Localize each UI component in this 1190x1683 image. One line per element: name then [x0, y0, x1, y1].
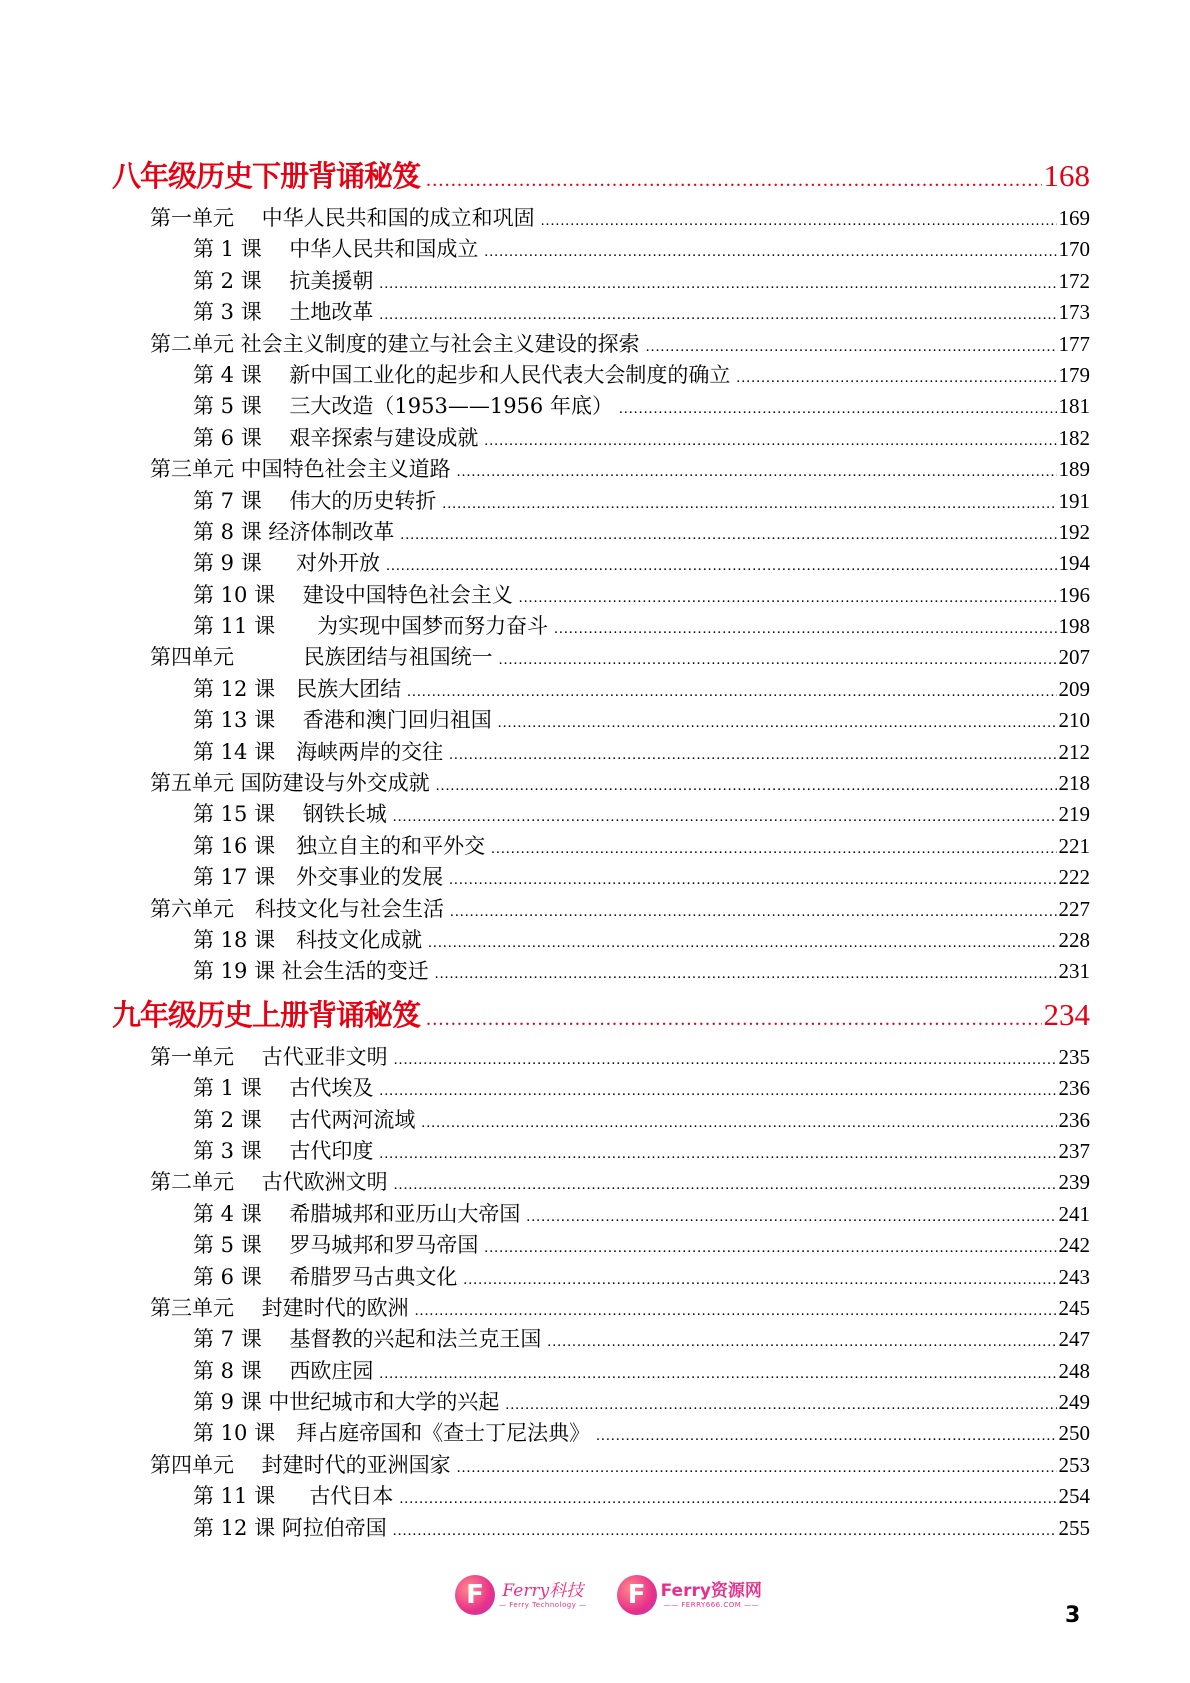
entry-page-number: 218 — [1058, 771, 1090, 796]
toc-unit-entry[interactable] — [112, 1449, 1090, 1480]
dot-leader — [379, 276, 1056, 293]
entry-page-number: 236 — [1058, 1076, 1090, 1101]
dot-leader — [463, 1272, 1056, 1289]
toc-lesson-entry[interactable] — [112, 1229, 1090, 1260]
entry-page-number: 248 — [1058, 1358, 1090, 1383]
toc-part-heading[interactable] — [112, 993, 1090, 1039]
toc-unit-entry[interactable] — [112, 893, 1090, 924]
entry-label: 第 3 课 古代印度 — [193, 1138, 374, 1163]
entry-label: 第一单元 中华人民共和国的成立和巩固 — [150, 206, 535, 230]
entry-label: 第二单元 古代欧洲文明 — [150, 1170, 388, 1195]
dot-leader — [547, 1334, 1056, 1351]
dot-leader — [449, 872, 1056, 889]
toc-part-heading[interactable] — [112, 154, 1090, 200]
entry-page-number: 170 — [1058, 237, 1090, 262]
entry-page-number: 169 — [1058, 206, 1090, 230]
entry-page-number: 231 — [1058, 959, 1090, 984]
dot-leader — [499, 652, 1057, 669]
dot-leader — [646, 339, 1057, 356]
dot-leader — [379, 1083, 1056, 1100]
entry-label: 第 8 课 西欧庄园 — [193, 1358, 374, 1383]
dot-leader — [491, 841, 1056, 858]
part-title: 九年级历史上册背诵秘笈 — [112, 997, 421, 1032]
entry-label: 第 14 课 海峡两岸的交往 — [193, 739, 444, 764]
part-page-number: 168 — [1043, 158, 1090, 193]
entry-label: 第 6 课 艰辛探索与建设成就 — [193, 425, 479, 450]
entry-page-number: 254 — [1058, 1484, 1090, 1509]
dot-leader — [394, 1177, 1057, 1194]
toc-lesson-entry[interactable] — [112, 704, 1090, 735]
dot-leader — [554, 621, 1056, 638]
toc-lesson-entry[interactable] — [112, 924, 1090, 955]
dot-leader — [519, 590, 1057, 607]
entry-page-number: 235 — [1058, 1044, 1090, 1069]
toc-lesson-entry[interactable] — [112, 798, 1090, 829]
toc-lesson-entry[interactable] — [112, 422, 1090, 453]
dot-leader — [505, 1397, 1056, 1414]
entry-label: 第 18 课 科技文化成就 — [193, 927, 423, 952]
entry-page-number: 212 — [1058, 739, 1090, 764]
toc-lesson-entry[interactable] — [112, 1072, 1090, 1103]
toc-unit-entry[interactable] — [112, 1166, 1090, 1197]
toc-unit-entry[interactable] — [112, 767, 1090, 798]
entry-page-number: 242 — [1058, 1233, 1090, 1258]
entry-label: 第 2 课 抗美援朝 — [193, 268, 374, 293]
toc-lesson-entry[interactable] — [112, 955, 1090, 986]
toc-lesson-entry[interactable] — [112, 1417, 1090, 1448]
entry-page-number: 255 — [1058, 1515, 1090, 1540]
entry-label: 第 7 课 伟大的历史转折 — [193, 488, 437, 513]
dot-leader — [484, 1240, 1056, 1257]
entry-page-number: 247 — [1058, 1327, 1090, 1352]
dot-leader — [736, 370, 1056, 387]
toc-unit-entry[interactable] — [112, 1292, 1090, 1323]
entry-page-number: 249 — [1058, 1390, 1090, 1415]
toc-unit-entry[interactable] — [112, 453, 1090, 484]
dot-leader — [426, 169, 1041, 192]
entry-label: 第 11 课 为实现中国梦而努力奋斗 — [193, 614, 549, 639]
toc-lesson-entry[interactable] — [112, 736, 1090, 767]
toc-lesson-entry[interactable] — [112, 1323, 1090, 1354]
ferry-technology-logo — [455, 1575, 587, 1615]
entry-label: 第 4 课 新中国工业化的起步和人民代表大会制度的确立 — [193, 362, 731, 387]
dot-leader — [484, 244, 1056, 261]
toc-lesson-entry[interactable] — [112, 485, 1090, 516]
dot-leader — [415, 1303, 1057, 1320]
entry-label: 第四单元 封建时代的亚洲国家 — [150, 1452, 451, 1477]
footer-logos — [455, 1575, 762, 1615]
entry-label: 第 3 课 土地改革 — [193, 300, 374, 325]
entry-page-number: 181 — [1058, 394, 1090, 419]
entry-label: 第 5 课 三大改造（1953——1956 年底） — [193, 394, 613, 419]
entry-label: 第五单元 国防建设与外交成就 — [150, 771, 430, 796]
dot-leader — [394, 1052, 1057, 1069]
entry-label: 第 1 课 古代埃及 — [193, 1076, 374, 1101]
entry-page-number: 221 — [1058, 833, 1090, 858]
toc-unit-entry[interactable] — [112, 202, 1090, 233]
entry-page-number: 241 — [1058, 1201, 1090, 1226]
logo-sub-text: — Ferry Technology — — [499, 1601, 587, 1609]
toc-lesson-entry[interactable] — [112, 1198, 1090, 1229]
entry-page-number: 245 — [1058, 1295, 1090, 1320]
entry-page-number: 198 — [1058, 614, 1090, 639]
part-page-number: 234 — [1043, 996, 1090, 1032]
dot-leader — [386, 558, 1056, 575]
dot-leader — [393, 809, 1057, 826]
dot-leader — [393, 1523, 1057, 1540]
toc-lesson-entry[interactable] — [112, 1135, 1090, 1166]
entry-label: 第二单元 社会主义制度的建立与社会主义建设的探索 — [150, 331, 640, 356]
dot-leader — [449, 747, 1056, 764]
toc-lesson-entry[interactable] — [112, 359, 1090, 390]
toc-lesson-entry[interactable] — [112, 1512, 1090, 1543]
entry-page-number: 189 — [1058, 457, 1090, 482]
entry-page-number: 219 — [1058, 802, 1090, 827]
dot-leader — [596, 1428, 1056, 1445]
dot-leader — [428, 935, 1056, 952]
toc-lesson-entry[interactable] — [112, 673, 1090, 704]
ferry-logo-icon: F — [617, 1575, 657, 1615]
toc-lesson-entry[interactable] — [112, 861, 1090, 892]
toc-lesson-entry[interactable] — [112, 1480, 1090, 1511]
entry-label: 第六单元 科技文化与社会生活 — [150, 896, 444, 921]
entry-label: 第 10 课 拜占庭帝国和《查士丁尼法典》 — [193, 1421, 591, 1446]
toc-lesson-entry[interactable] — [112, 1355, 1090, 1386]
dot-leader — [426, 1008, 1041, 1031]
logo-main-text: Ferry资源网 — [660, 1581, 762, 1601]
logo-sub-text: —— FERRY666.COM —— — [663, 1601, 760, 1609]
entry-label: 第 9 课 中世纪城市和大学的兴起 — [193, 1390, 500, 1415]
entry-page-number: 207 — [1058, 645, 1090, 670]
entry-label: 第 15 课 钢铁长城 — [193, 802, 387, 827]
entry-page-number: 177 — [1058, 331, 1090, 356]
page-number: 3 — [1065, 1603, 1081, 1628]
entry-page-number: 237 — [1058, 1138, 1090, 1163]
entry-page-number: 192 — [1058, 519, 1090, 544]
entry-label: 第三单元 中国特色社会主义道路 — [150, 457, 451, 482]
dot-leader — [457, 464, 1057, 481]
entry-label: 第 19 课 社会生活的变迁 — [193, 959, 429, 984]
entry-page-number: 210 — [1058, 708, 1090, 733]
entry-label: 第 7 课 基督教的兴起和法兰克王国 — [193, 1327, 542, 1352]
entry-page-number: 253 — [1058, 1452, 1090, 1477]
dot-leader — [379, 1366, 1056, 1383]
entry-page-number: 236 — [1058, 1107, 1090, 1132]
entry-label: 第 4 课 希腊城邦和亚历山大帝国 — [193, 1201, 521, 1226]
dot-leader — [407, 684, 1056, 701]
entry-label: 第 6 课 希腊罗马古典文化 — [193, 1264, 458, 1289]
entry-page-number: 250 — [1058, 1421, 1090, 1446]
entry-page-number: 222 — [1058, 865, 1090, 890]
toc-lesson-entry[interactable] — [112, 547, 1090, 578]
logo-text — [661, 1581, 762, 1609]
entry-page-number: 172 — [1058, 268, 1090, 293]
entry-label: 第 16 课 独立自主的和平外交 — [193, 833, 486, 858]
dot-leader — [421, 1115, 1056, 1132]
dot-leader — [450, 904, 1057, 921]
toc-lesson-entry[interactable] — [112, 830, 1090, 861]
entry-page-number: 227 — [1058, 896, 1090, 921]
toc-unit-entry[interactable] — [112, 641, 1090, 672]
dot-leader — [457, 1460, 1057, 1477]
entry-label: 第一单元 古代亚非文明 — [150, 1044, 388, 1069]
entry-label: 第四单元 民族团结与祖国统一 — [150, 645, 493, 670]
dot-leader — [379, 307, 1056, 324]
dot-leader — [436, 778, 1057, 795]
entry-page-number: 243 — [1058, 1264, 1090, 1289]
entry-label: 第 10 课 建设中国特色社会主义 — [193, 582, 513, 607]
part-title: 八年级历史下册背诵秘笈 — [112, 159, 421, 193]
dot-leader — [379, 1146, 1056, 1163]
toc-lesson-entry[interactable] — [112, 1261, 1090, 1292]
toc-lesson-entry[interactable] — [112, 610, 1090, 641]
entry-label: 第 9 课 对外开放 — [193, 551, 381, 576]
toc-lesson-entry[interactable] — [112, 296, 1090, 327]
dot-leader — [484, 433, 1056, 450]
dot-leader — [498, 715, 1057, 732]
entry-label: 第三单元 封建时代的欧洲 — [150, 1295, 409, 1320]
entry-label: 第 13 课 香港和澳门回归祖国 — [193, 708, 492, 733]
logo-text — [499, 1581, 587, 1609]
toc-lesson-entry[interactable] — [112, 265, 1090, 296]
entry-label: 第 2 课 古代两河流域 — [193, 1107, 416, 1132]
toc-lesson-entry[interactable] — [112, 1386, 1090, 1417]
table-of-contents — [112, 148, 1090, 1543]
entry-label: 第 17 课 外交事业的发展 — [193, 865, 444, 890]
ferry-resource-logo — [617, 1575, 762, 1615]
entry-page-number: 228 — [1058, 927, 1090, 952]
logo-main-text: Ferry科技 — [502, 1581, 584, 1601]
toc-unit-entry[interactable] — [112, 328, 1090, 359]
dot-leader — [442, 496, 1056, 513]
toc-lesson-entry[interactable] — [112, 390, 1090, 421]
entry-page-number: 194 — [1058, 551, 1090, 576]
entry-page-number: 182 — [1058, 425, 1090, 450]
entry-label: 第 8 课 经济体制改革 — [193, 519, 395, 544]
toc-lesson-entry[interactable] — [112, 579, 1090, 610]
entry-label: 第 12 课 民族大团结 — [193, 676, 402, 701]
dot-leader — [400, 527, 1056, 544]
entry-page-number: 196 — [1058, 582, 1090, 607]
entry-label: 第 12 课 阿拉伯帝国 — [193, 1515, 387, 1540]
dot-leader — [435, 966, 1057, 983]
entry-page-number: 179 — [1058, 362, 1090, 387]
entry-page-number: 209 — [1058, 676, 1090, 701]
entry-page-number: 191 — [1058, 488, 1090, 513]
dot-leader — [526, 1209, 1056, 1226]
dot-leader — [541, 213, 1057, 230]
toc-unit-entry[interactable] — [112, 1041, 1090, 1072]
dot-leader — [399, 1491, 1056, 1508]
toc-lesson-entry[interactable] — [112, 1104, 1090, 1135]
toc-lesson-entry[interactable] — [112, 516, 1090, 547]
entry-label: 第 1 课 中华人民共和国成立 — [193, 237, 479, 262]
entry-page-number: 173 — [1058, 300, 1090, 325]
entry-label: 第 11 课 古代日本 — [193, 1484, 394, 1509]
entry-label: 第 5 课 罗马城邦和罗马帝国 — [193, 1233, 479, 1258]
dot-leader — [619, 401, 1057, 418]
ferry-logo-icon: F — [455, 1575, 495, 1615]
toc-lesson-entry[interactable] — [112, 233, 1090, 264]
entry-page-number: 239 — [1058, 1170, 1090, 1195]
